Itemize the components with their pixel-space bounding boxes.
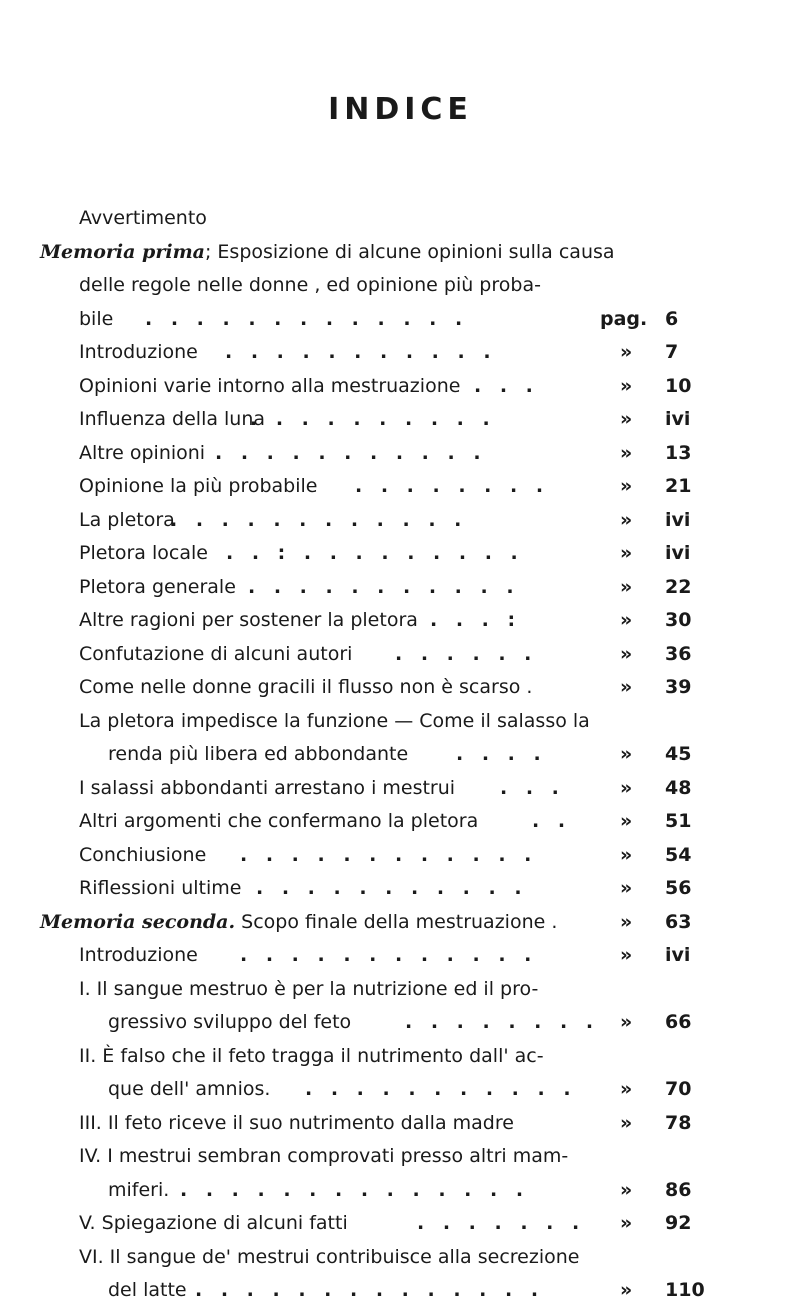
leader-dots: . . . [500, 776, 565, 799]
toc-entry [0, 305, 801, 333]
toc-entry-text [79, 573, 236, 601]
toc-entry-title: Scopo finale della mestruazione . [235, 910, 558, 933]
toc-entry-text [79, 707, 590, 735]
toc-entry-title: gressivo sviluppo del feto [108, 1011, 352, 1033]
leader-dots: . . [532, 810, 572, 832]
toc-entry-text [79, 673, 532, 701]
toc-entry [0, 539, 801, 567]
leader-dots: . . . . . . . . . . . [225, 341, 497, 363]
toc-entry-title: Pletora locale [79, 542, 208, 564]
leader-dots: . . . . . . . . . . . . [170, 508, 468, 531]
toc-entry-text [108, 1075, 270, 1103]
page-number: 10 [665, 374, 692, 397]
toc-entry [0, 405, 801, 433]
toc-entry-title: ; Esposizione di alcune opinioni sulla causa [204, 240, 615, 263]
toc-entry-text [79, 841, 206, 869]
toc-entry [0, 472, 801, 500]
toc-entry-text [79, 774, 455, 802]
toc-entry-text [79, 1142, 568, 1170]
toc-entry [0, 975, 801, 1003]
toc-entry-text [79, 405, 265, 433]
toc-entry [0, 1109, 801, 1137]
toc-entry-text [108, 1008, 351, 1036]
page-number: ivi [665, 508, 691, 531]
toc-entry-text [79, 1042, 544, 1070]
page-marker: » [620, 1111, 633, 1134]
memoria-heading: Memoria prima [40, 240, 205, 263]
leader-dots: . . . . . . . . . . . [215, 441, 487, 464]
toc-entry-title: Pletora generale [79, 575, 236, 598]
toc-entry [0, 573, 801, 601]
toc-entry-text [79, 338, 198, 366]
page-marker: » [620, 810, 633, 832]
page-number: 78 [665, 1111, 692, 1134]
toc-entry [0, 439, 801, 467]
toc-entry-title: Altre opinioni [79, 441, 206, 464]
toc-entry [0, 1176, 801, 1204]
page-title: INDICE [328, 92, 473, 127]
toc-entry-title: renda più libera ed abbondante [108, 743, 409, 765]
toc-entry-text [108, 740, 408, 768]
toc-entry-title: Altre ragioni per sostener la pletora [79, 609, 418, 631]
toc-entry [0, 606, 801, 634]
page-marker: » [620, 441, 633, 464]
page-marker: » [620, 374, 633, 397]
page-marker: » [620, 843, 633, 866]
toc-entry-text [79, 506, 175, 534]
leader-dots: . . : . . . . . . . . . [226, 542, 524, 564]
toc-entry [0, 1008, 801, 1036]
toc-entry-text [79, 472, 317, 500]
toc-entry [0, 271, 801, 299]
toc-entry-text [79, 807, 478, 835]
toc-entry-text [79, 640, 352, 668]
page-marker: » [620, 776, 633, 799]
leader-dots: . . . . . . . . . . . . [240, 843, 538, 866]
toc-entry-text [79, 606, 418, 634]
toc-entry-title: bile [79, 307, 114, 330]
toc-entry-text [79, 1209, 348, 1237]
toc-entry [0, 1075, 801, 1103]
toc-entry-text [79, 874, 241, 902]
toc-entry [0, 707, 801, 735]
toc-entry-title: La pletora impedisce la funzione — Come il salasso la [79, 709, 590, 732]
page-marker: » [620, 1078, 633, 1100]
toc-entry [0, 372, 801, 400]
toc-entry-text [40, 908, 557, 936]
page-number: 22 [665, 575, 692, 598]
toc-entry [0, 1042, 801, 1070]
page-marker: » [620, 676, 633, 698]
leader-dots: . . . . . . . . [355, 475, 550, 497]
page-marker: » [620, 1212, 633, 1234]
leader-dots: . . . . . . . . . . . . . [145, 307, 469, 330]
toc-entry-title: Come nelle donne gracili il flusso non è scarso . [79, 676, 533, 698]
page-marker: » [620, 642, 633, 665]
toc-entry-text [79, 1109, 514, 1137]
leader-dots: . . . . . . . . . . . [248, 575, 520, 598]
toc-entry [0, 807, 801, 835]
toc-entry [0, 1243, 801, 1271]
page-number: 7 [665, 341, 679, 363]
leader-dots: . . . . . . . . . . . [256, 877, 528, 899]
toc-entry-title: Opinioni varie intorno alla mestruazione [79, 374, 461, 397]
toc-entry-title: II. È falso che il feto tragga il nutrimento dall' ac- [79, 1044, 544, 1067]
toc-entry [0, 640, 801, 668]
toc-entry-title: Conchiusione [79, 843, 207, 866]
toc-entry-title: Influenza della luna [79, 408, 266, 430]
leader-dots: . . . . . . . . . . [250, 408, 496, 430]
toc-entry-title: Avvertimento [79, 207, 207, 229]
page-number: ivi [665, 944, 691, 966]
toc-entry-text [79, 941, 198, 969]
page-number: 66 [665, 1011, 692, 1033]
leader-dots: . . . [474, 374, 539, 397]
page-marker: » [620, 575, 633, 598]
page-marker: » [620, 408, 633, 430]
leader-dots: . . . . . . [395, 642, 538, 665]
page-number: 45 [665, 743, 692, 765]
toc-entry [0, 506, 801, 534]
toc-entry [0, 908, 801, 936]
page-marker: pag. [600, 307, 648, 330]
page-number: 70 [665, 1078, 692, 1100]
toc-entry [0, 841, 801, 869]
page-marker: » [620, 743, 633, 765]
toc-entry-text [108, 1276, 187, 1304]
page-marker: » [620, 1279, 633, 1301]
toc-entry [0, 673, 801, 701]
leader-dots: . . . . [456, 743, 547, 765]
page-marker: » [620, 542, 633, 564]
page-number: 36 [665, 642, 692, 665]
toc-entry-title: Riflessioni ultime [79, 877, 242, 899]
page-marker: » [620, 475, 633, 497]
toc-entry-text [79, 975, 538, 1003]
toc-entry-text [79, 305, 113, 333]
toc-entry-title: I. Il sangue mestruo è per la nutrizione ed il pro- [79, 977, 539, 1000]
toc-entry-text [79, 1243, 579, 1271]
page-number: 30 [665, 609, 692, 631]
toc-entry-title: Confutazione di alcuni autori [79, 642, 353, 665]
toc-entry-title: miferi. [108, 1178, 170, 1201]
toc-entry-title: VI. Il sangue de' mestrui contribuisce alla secrezione [79, 1245, 580, 1268]
toc-entry [0, 204, 801, 232]
toc-entry [0, 1209, 801, 1237]
toc-entry-text [79, 372, 460, 400]
page-marker: » [620, 609, 633, 631]
page-number: 86 [665, 1178, 692, 1201]
page-marker: » [620, 944, 633, 966]
page-number: 92 [665, 1212, 692, 1234]
page-number: 48 [665, 776, 692, 799]
page-number: 13 [665, 441, 692, 464]
page-marker: » [620, 1178, 633, 1201]
page-number: ivi [665, 542, 691, 564]
toc-entry-title: Introduzione [79, 341, 198, 363]
memoria-heading: Memoria seconda. [40, 910, 236, 933]
toc-entry-title: Altri argomenti che confermano la pletora [79, 810, 479, 832]
toc-entry-title: del latte [108, 1279, 187, 1301]
leader-dots: . . . . . . . . . . . . [240, 944, 538, 966]
leader-dots: . . . . . . . . . . . . . . [180, 1178, 530, 1201]
page-number: ivi [665, 408, 691, 430]
leader-dots: . . . . . . . . [405, 1011, 600, 1033]
leader-dots: . . . . . . . . . . . [305, 1078, 577, 1100]
toc-entry-text [79, 539, 208, 567]
page-number: 56 [665, 877, 692, 899]
toc-entry-text [108, 1176, 169, 1204]
toc-entry-title: que dell' amnios. [108, 1078, 271, 1100]
toc-entry [0, 338, 801, 366]
page-marker: » [620, 341, 633, 363]
page-marker: » [620, 877, 633, 899]
toc-entry [0, 1142, 801, 1170]
toc-entry-text [79, 439, 205, 467]
toc-entry-text [79, 271, 541, 299]
toc-entry [0, 774, 801, 802]
page-number: 63 [665, 910, 692, 933]
page-number: 21 [665, 475, 692, 497]
toc-entry [0, 740, 801, 768]
toc-entry-text [40, 238, 615, 266]
toc-entry-title: V. Spiegazione di alcuni fatti [79, 1212, 348, 1234]
page-number: 51 [665, 810, 692, 832]
leader-dots: . . . . . . . [417, 1212, 586, 1234]
leader-dots: . . . : [430, 609, 522, 631]
toc-entry [0, 941, 801, 969]
toc-entry-text [79, 204, 207, 232]
toc-entry-title: IV. I mestrui sembran comprovati presso altri mam- [79, 1145, 569, 1167]
page-number: 110 [665, 1279, 705, 1301]
leader-dots: . . . . . . . . . . . . . . [195, 1279, 545, 1301]
toc-entry-title: Introduzione [79, 944, 198, 966]
toc-entry-title: III. Il feto riceve il suo nutrimento dalla madre [79, 1111, 514, 1134]
page-marker: » [620, 910, 633, 933]
toc-entry-title: La pletora [79, 508, 175, 531]
toc-entry [0, 874, 801, 902]
page-number: 39 [665, 676, 692, 698]
toc-entry-title: I salassi abbondanti arrestano i mestrui [79, 776, 456, 799]
page-number: 54 [665, 843, 692, 866]
toc-entry-title: Opinione la più probabile [79, 475, 318, 497]
page-number: 6 [665, 307, 679, 330]
toc-entry-title: delle regole nelle donne , ed opinione più proba- [79, 274, 541, 296]
page-marker: » [620, 1011, 633, 1033]
toc-entry [0, 238, 801, 266]
page-marker: » [620, 508, 633, 531]
toc-entry [0, 1276, 801, 1304]
